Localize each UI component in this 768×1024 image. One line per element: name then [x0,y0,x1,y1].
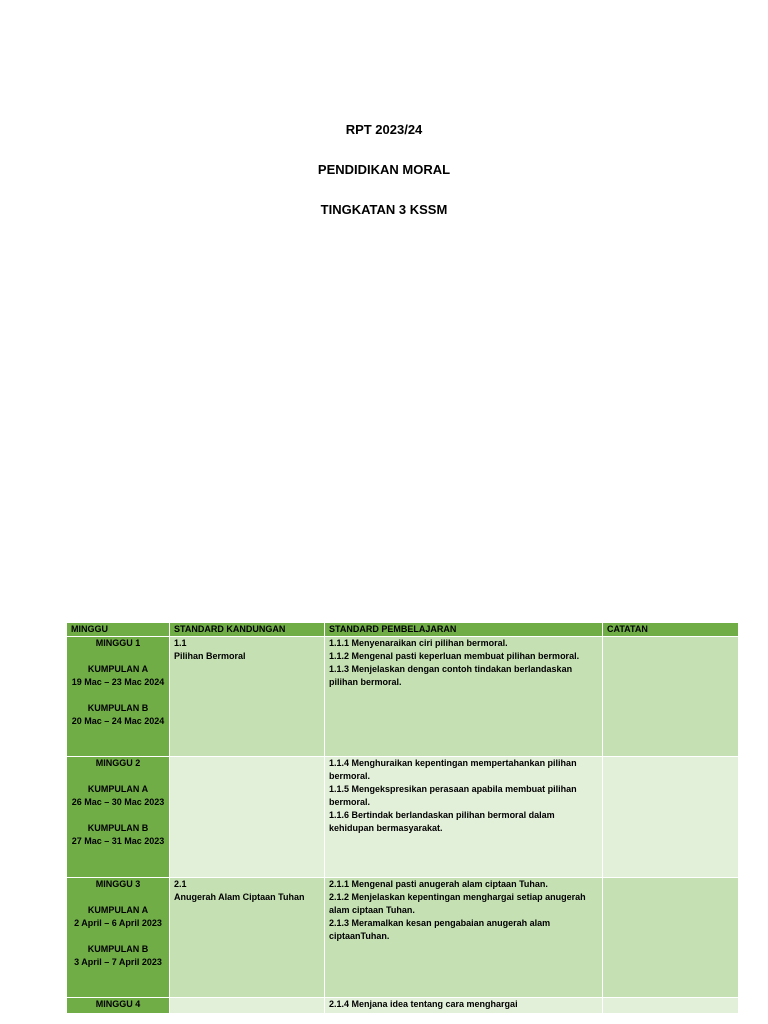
week-cell [67,878,170,998]
content-standard-title: Anugerah Alam Ciptaan Tuhan [174,892,305,902]
week-label: MINGGU 2 [95,758,141,768]
table-row [67,878,739,998]
learning-standard-item: 1.1.3 Menjelaskan dengan contoh tindakan berlandaskan pilihan bermoral. [329,664,573,687]
table-row [67,637,739,757]
group-b-label: KUMPULAN B [87,823,149,833]
group-b-dates: 20 Mac – 24 Mac 2024 [71,716,165,726]
learning-standard-cell [325,757,603,878]
content-standard-number: 1.1 [174,638,187,648]
table-header-row [67,623,739,637]
document-title-block [0,120,768,217]
content-standard-cell [170,878,325,998]
content-standard-number: 2.1 [174,879,187,889]
group-a-dates: 2 April – 6 April 2023 [74,918,162,928]
notes-cell [603,998,739,1014]
week-cell [67,757,170,878]
group-a-label: KUMPULAN A [87,664,149,674]
header-standard-kandungan: STANDARD KANDUNGAN [170,623,325,637]
group-b-label: KUMPULAN B [87,703,149,713]
learning-standard-cell [325,637,603,757]
group-a-dates: 26 Mac – 30 Mac 2023 [71,797,165,807]
document-title: RPT 2023/24 [345,122,423,137]
week-label: MINGGU 4 [95,999,141,1009]
content-standard-cell [170,998,325,1014]
content-standard-cell [170,757,325,878]
week-label: MINGGU 3 [95,879,141,889]
notes-cell [603,878,739,998]
form-title: TINGKATAN 3 KSSM [320,202,448,217]
header-minggu: MINGGU [67,623,170,637]
group-b-dates: 27 Mac – 31 Mac 2023 [71,836,165,846]
learning-standard-cell [325,878,603,998]
learning-standard-item: 1.1.5 Mengekspresikan perasaan apabila membuat pilihan bermoral. [329,784,577,807]
group-a-label: KUMPULAN A [87,784,149,794]
group-a-label: KUMPULAN A [87,905,149,915]
learning-standard-item: 2.1.1 Mengenal pasti anugerah alam ciptaan Tuhan. [329,879,548,889]
week-cell [67,637,170,757]
learning-standard-cell [325,998,603,1014]
subject-title: PENDIDIKAN MORAL [317,162,451,177]
learning-standard-item: 2.1.2 Menjelaskan kepentingan menghargai setiap anugerah alam ciptaan Tuhan. [329,892,586,915]
header-standard-pembelajaran: STANDARD PEMBELAJARAN [325,623,603,637]
learning-standard-item: 1.1.6 Bertindak berlandaskan pilihan bermoral dalam kehidupan bermasyarakat. [329,810,555,833]
week-cell [67,998,170,1014]
week-label: MINGGU 1 [95,638,141,648]
group-b-dates: 3 April – 7 April 2023 [74,957,162,967]
learning-standard-item: 2.1.4 Menjana idea tentang cara menghargai [329,999,518,1009]
learning-standard-item: 2.1.3 Meramalkan kesan pengabaian anugerah alam ciptaanTuhan. [329,918,551,941]
notes-cell [603,757,739,878]
content-standard-cell [170,637,325,757]
table-row [67,757,739,878]
learning-standard-item: 1.1.4 Menghuraikan kepentingan mempertahankan pilihan bermoral. [329,758,577,781]
group-a-dates: 19 Mac – 23 Mac 2024 [71,677,165,687]
header-catatan: CATATAN [603,623,739,637]
notes-cell [603,637,739,757]
lesson-plan-table [66,622,739,1014]
learning-standard-item: 1.1.1 Menyenaraikan ciri pilihan bermoral. [329,638,508,648]
learning-standard-item: 1.1.2 Mengenal pasti keperluan membuat pilihan bermoral. [329,651,580,661]
table-row [67,998,739,1014]
content-standard-title: Pilihan Bermoral [174,651,246,661]
group-b-label: KUMPULAN B [87,944,149,954]
